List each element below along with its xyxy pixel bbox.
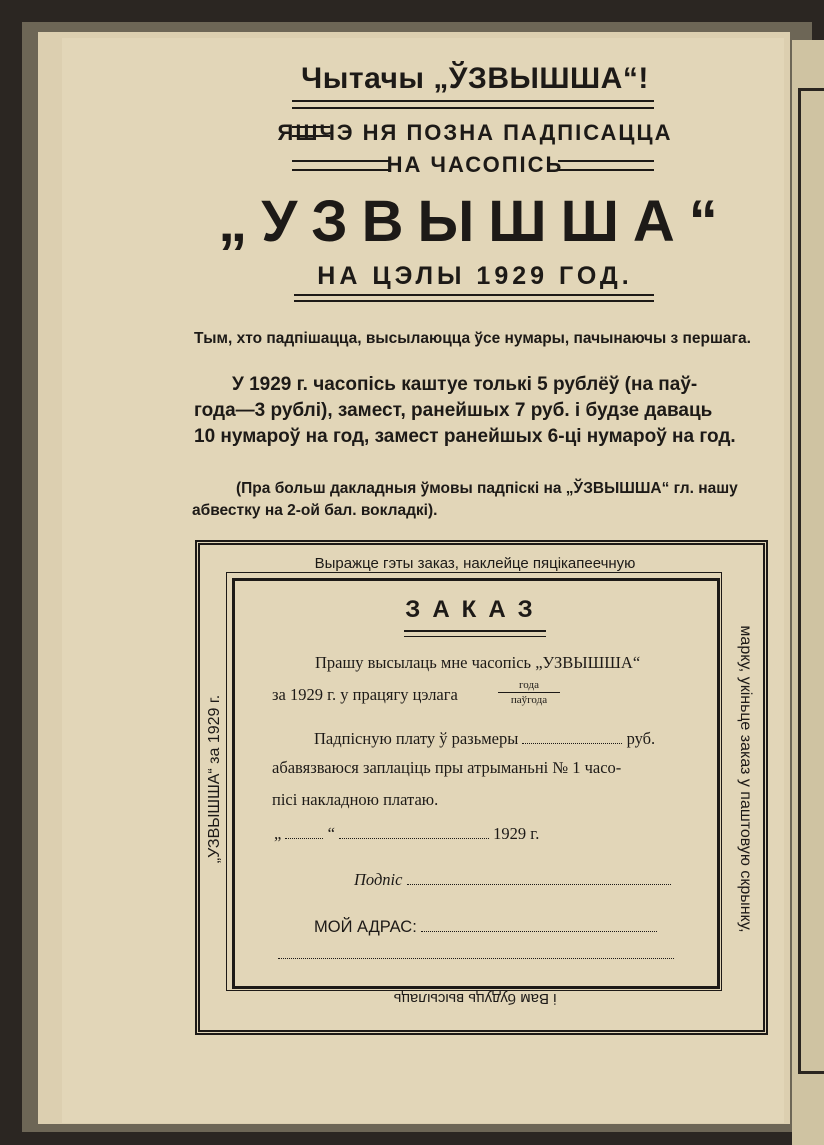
heading-underline bbox=[292, 100, 654, 109]
price-line: года—3 рублі), замест, ранейшых 7 руб. і будзе даваць bbox=[194, 400, 713, 421]
period-option-halfyear[interactable]: паўгода bbox=[510, 694, 548, 706]
year-heading: НА ЦЭЛЫ 1929 ГОД. bbox=[317, 262, 633, 290]
date-month-field[interactable] bbox=[339, 826, 489, 839]
magazine-title: „УЗВЫШША“ bbox=[218, 189, 732, 254]
payment-amount-field[interactable] bbox=[522, 731, 622, 744]
facing-page-frame bbox=[798, 88, 824, 1074]
signature-label: Подпіс bbox=[354, 870, 403, 889]
cut-instruction-bottom: і Вам будуць высылаць bbox=[393, 990, 557, 1007]
order-line-cod: пісі накладною платаю. bbox=[272, 790, 439, 809]
paragraph-subscribers: Тым, хто падпішацца, высылаюцца ўсе нумары, пачынаючы з першага. bbox=[194, 330, 751, 347]
cut-instruction-left: „УЗВЫШША“ за 1929 г. bbox=[206, 694, 223, 864]
readers-heading: Чытачы „ЎЗВЫШША“! bbox=[301, 62, 649, 95]
signature-row bbox=[354, 870, 671, 890]
address-field-line-1[interactable] bbox=[421, 919, 657, 932]
paragraph-note bbox=[192, 478, 762, 522]
ornament-dash bbox=[558, 160, 654, 171]
subheading-line-2: НА ЧАСОПІСЬ bbox=[386, 152, 564, 177]
paragraph-price bbox=[194, 372, 759, 450]
date-year: 1929 г. bbox=[493, 824, 540, 843]
date-open-quote: „ bbox=[274, 824, 282, 843]
payment-currency: руб. bbox=[626, 729, 656, 748]
price-line: 10 нумароў на год, замест ранейшых 6-ці нумароў на год. bbox=[194, 426, 736, 447]
cut-instruction-right: марку, укіньце заказ у паштовую скрынку, bbox=[737, 625, 754, 933]
order-date bbox=[274, 824, 539, 844]
year-underline bbox=[294, 294, 654, 302]
date-close-quote: “ bbox=[327, 824, 335, 843]
cut-instruction-top: Выражце гэты заказ, наклейце пяцікапеечную bbox=[314, 555, 636, 572]
order-line-request: Прашу высылаць мне часопісь „УЗВЫШША“ bbox=[315, 653, 641, 672]
signature-field[interactable] bbox=[407, 872, 671, 885]
price-line: У 1929 г. часопісь каштуе толькі 5 рублёў (на паў- bbox=[232, 374, 698, 395]
note-line: (Пра больш дакладныя ўмовы падпіскі на „ЎЗВЫШША“ гл. нашу bbox=[236, 480, 738, 497]
period-option-year[interactable]: года bbox=[498, 678, 560, 693]
order-line-payment bbox=[314, 729, 655, 749]
period-choice[interactable] bbox=[498, 678, 560, 707]
note-line: абвестку на 2-ой бал. вокладкі). bbox=[192, 502, 438, 519]
order-line-period: за 1929 г. у працягу цэлага bbox=[272, 685, 458, 704]
order-title: ЗАКАЗ bbox=[405, 596, 545, 623]
address-row bbox=[314, 918, 657, 937]
payment-label: Падпісную плату ў разьмеры bbox=[314, 729, 519, 748]
order-line-obligation: абавязваюся заплаціць пры атрыманьні № 1 часо- bbox=[272, 758, 622, 777]
address-field-line-2[interactable] bbox=[278, 958, 674, 959]
address-label: МОЙ АДРАС: bbox=[314, 918, 417, 936]
order-title-underline bbox=[404, 630, 546, 637]
subheading-line-1: ЯШЧЭ НЯ ПОЗНА ПАДПІСАЦЦА bbox=[277, 120, 673, 145]
date-day-field[interactable] bbox=[285, 826, 323, 839]
